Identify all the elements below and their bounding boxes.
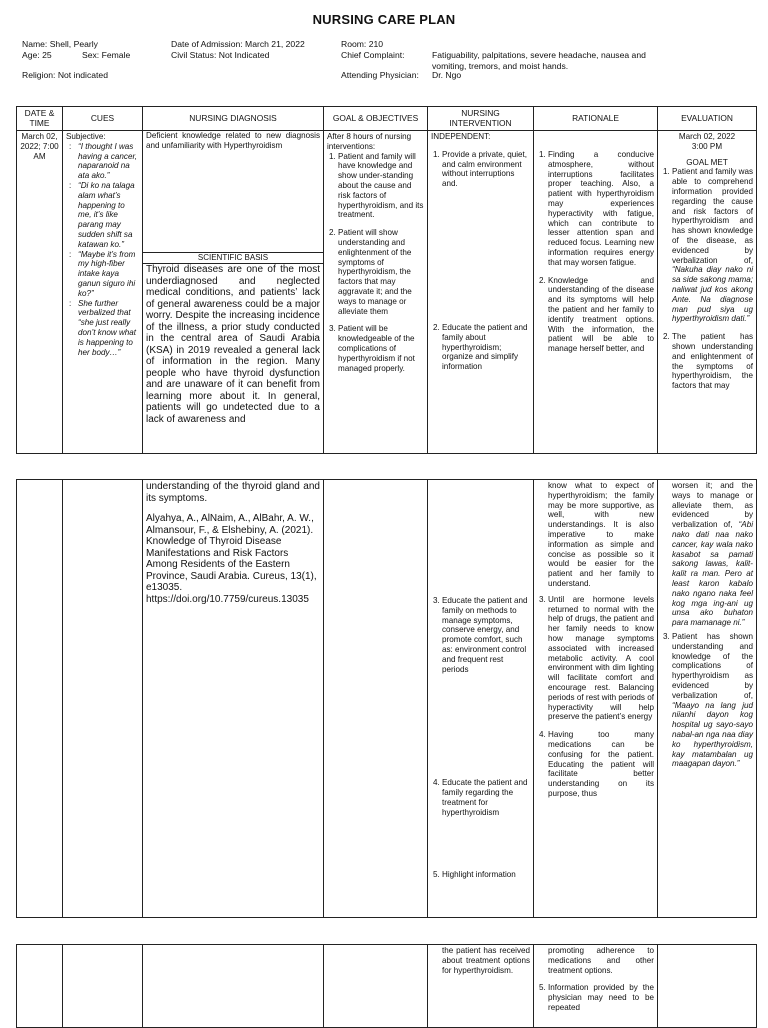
table-row [17,131,757,454]
evaluation-list [661,167,753,391]
attending-physician: Dr. Ngo [432,70,462,80]
goals-intro: After 8 hours of nursing interventions: [327,132,412,151]
header-goal-objectives: GOAL & OBJECTIVES [324,107,428,131]
intervention-item: 1. Provide a private, quiet, and calm environment without interruptions and. [442,150,530,189]
rationale-list [537,983,654,1012]
cues-list [66,142,139,358]
table-row [17,480,757,918]
date-time-cell [17,945,63,1028]
intervention-item: 4. Educate the patient and family regarding the treatment for hyperthyroidism [442,778,530,817]
evaluation-text: worsen it; and the ways to manage or alleviate them, as evidenced by verbalization of, [672,481,753,530]
goals-cell [324,131,428,454]
rationale-item: 5. Information provided by the physician may need to be repeated [548,983,654,1012]
cue-item: : “Di ko na talaga alam what’s happening to me, it’s like parang may sudden shift sa katawan ko.” [78,181,139,250]
header-cues: CUES [63,107,143,131]
cue-item: : “Maybe it’s from my high-fiber intake kaya ganun siguro ihi ko?” [78,250,139,299]
rationale-item: 4. Having too many medications can be confusing for the patient. Educating the patient will facilitate better understanding on its purpose, thus [548,730,654,799]
chief-complaint: Fatiguability, palpitations, severe headache, nausea and vomiting, tremors, and moist hands. [432,50,646,71]
rationale-item: 2. Knowledge and understanding of the disease and its symptoms will help the patient and her family to identify treatment options. With the information, the patient will be able to manage herself better, and [548,276,654,354]
evaluation-quote: “Abi nako dati naa nako cancer, kay wala nako kasabot sa pamati sakong lawas, kalit-kalit ra man. Pero at least karon kabalo nako ngano naka feel kog mga ing-ani ug unsa ako buhaton para mamanage ni.” [672,520,753,628]
evaluation-cell [658,131,757,454]
rationale-continued: know what to expect of hyperthyroidism; the family may be more supportive, as well, with new understandings. It is also imperative to make information as simple and concise as possible so it would be easier for the patient and her family to understand. [548,481,654,588]
table-row [17,945,757,1028]
table-header-row [17,107,757,131]
cues-cell [63,131,143,454]
header-date-time: DATE & TIME [17,107,63,131]
scientific-basis-text: Thyroid diseases are one of the most underdiagnosed and neglected medical conditions, and patients’ lack of general awareness could be a major worry. Despite the increasing incidence of the illness, a prior study conducted in the central area of Saudi Arabia (KSA) in 2019 revealed a general lack of information in the region. Many people who have thyroid dysfunction and are unaware of it can benefit from learning more about it. In general, patients will go undetected due to a lack of awareness and [146,264,320,425]
patient-religion: Religion: Not indicated [22,70,108,80]
rationale-item: 3. Until are hormone levels returned to normal with the help of drugs, the patient and her family needs to know how manage symptoms associated with increased metabolic activity. A cool environment with dim lighting will facilitate comfort and encourage rest. Balancing periods of rest with periods of hyperactivity will help preserve the patient’s energy [548,595,654,722]
rationale-cell [534,945,658,1028]
diagnosis-cell [143,480,324,918]
rationale-cell [534,480,658,918]
goals-cell [324,945,428,1028]
evaluation-continued [661,481,753,628]
rationale-list [537,595,654,799]
goal-item: 1. Patient and family will have knowledge and show under-standing about the cause and risk factors of hyperthyroidism, and its treatment. [338,152,424,221]
header-nursing-diagnosis: NURSING DIAGNOSIS [143,107,324,131]
interventions-cell [428,480,534,918]
admission-date: Date of Admission: March 21, 2022 [171,39,305,49]
evaluation-item [672,332,753,391]
goal-status: GOAL MET [686,157,728,167]
goal-item: 3. Patient will be knowledgeable of the complications of hyperthyroidism if not managed properly. [338,324,424,373]
cue-item: : “I thought I was having a cancer, naparanoid na ata ako.” [78,142,139,181]
interventions-list [431,596,530,879]
cue-item: : She further verbalized that “she just really don’t know what is happening to her body…” [78,299,139,358]
cues-label: Subjective: [66,132,106,141]
evaluation-text: Patient has shown understanding and knowledge of the complications of hyperthyroidism as evidenced by verbalization of, [672,631,753,700]
page-title: NURSING CARE PLAN [312,12,456,27]
scientific-basis-heading: SCIENTIFIC BASIS [143,252,323,264]
interventions-cell [428,945,534,1028]
physician-label: Attending Physician: [341,70,419,80]
evaluation-date: March 02, 2022 [678,132,736,141]
care-plan-table-page3 [16,944,757,1028]
goal-item: 2. Patient will show understanding and enlightenment of the symptoms of hyperthyroidism, the factors that may aggravate it; and the ways to manage or alleviate them [338,228,424,316]
header-nursing-intervention: NURSING INTERVENTION [428,107,534,131]
evaluation-item [672,632,753,769]
intervention-continued: the patient has received about treatment options for hyperthyroidism. [442,946,530,975]
evaluation-text: Patient and family was able to comprehend information provided regarding the cause and risk factors of hyperthyroidism and has shown knowledge of the disease, as evidenced by verbalization of, [672,167,753,265]
rationale-item: 1. Finding a conducive atmosphere, without interruptions facilitates proper teaching. Also, a patient with hyperthyroidism may experiences hyperactivity with fatigue, which can contribute to lesser attention span and reduced focus. Learning new information requires energy that may worsen fatigue. [548,150,654,268]
header-rationale: RATIONALE [534,107,658,131]
patient-age: Age: 25 [22,50,52,60]
goals-cell [324,480,428,918]
cues-cell [63,480,143,918]
rationale-cell [534,131,658,454]
reference-citation: Alyahya, A., AlNaim, A., AlBahr, A. W., Almansour, F., & Elshebiny, A. (2021). Knowledge of Thyroid Disease Manifestations and Risk Factors Among Residents of the Eastern Province, Saudi Arabia. Cureus, 13(1), e13035. https://doi.org/10.7759/cureus.13035 [146,513,317,605]
room-number: Room: 210 [341,39,384,49]
evaluation-item [672,167,753,324]
evaluation-time: 3:00 PM [691,141,723,151]
civil-status: Civil Status: Not Indicated [171,50,270,60]
evaluation-text: The patient has shown understanding and enlightenment of the symptoms of hyperthyroidism, the factors that may [672,332,753,391]
date-time: March 02, 2022; 7:00 AM [20,132,59,161]
care-plan-table-page2 [16,479,757,918]
cues-cell [63,945,143,1028]
evaluation-quote: “Nakuha diay nako ni sa side sakong mama; naliwat jud kos akong Ante. Na diagnose man pud siya ug hyperthyroidism dati.” [672,265,753,324]
evaluation-cell [658,480,757,918]
patient-sex: Sex: Female [82,50,131,60]
intervention-item: 3. Educate the patient and family on methods to manage symptoms, conserve energy, and promote comfort, such as: environment control and frequent rest periods [442,596,530,674]
care-plan-table-page1 [16,106,757,454]
date-time-cell [17,480,63,918]
header-evaluation: EVALUATION [658,107,757,131]
patient-name: Name: Shell, Pearly [22,39,98,49]
rationale-continued: promoting adherence to medications and other treatment options. [548,946,654,975]
chief-complaint-label: Chief Complaint: [341,50,405,60]
rationale-list [537,150,654,354]
intervention-item: 5. Highlight information [442,870,530,880]
evaluation-list [661,632,753,769]
diagnosis-cell [143,945,324,1028]
nursing-diagnosis: Deficient knowledge related to new diagnosis and unfamiliarity with Hyperthyroidism [146,131,320,150]
evaluation-quote: “Maayo na lang jud niianhi dayon kog hospital ug sayo-sayo nabal-an nga naa diay ko hyperthyroidism, kay matambalan ug maagapan dayon.” [672,700,753,769]
scientific-basis-text: understanding of the thyroid gland and its symptoms. [146,481,320,504]
evaluation-cell [658,945,757,1028]
interventions-cell [428,131,534,454]
goals-list [327,152,424,374]
date-time-cell [17,131,63,454]
diagnosis-cell [143,131,324,454]
intervention-item: 2. Educate the patient and family about hyperthyroidism; organize and simplify information [442,323,530,372]
interventions-label: INDEPENDENT: [431,132,491,141]
interventions-list [431,150,530,372]
